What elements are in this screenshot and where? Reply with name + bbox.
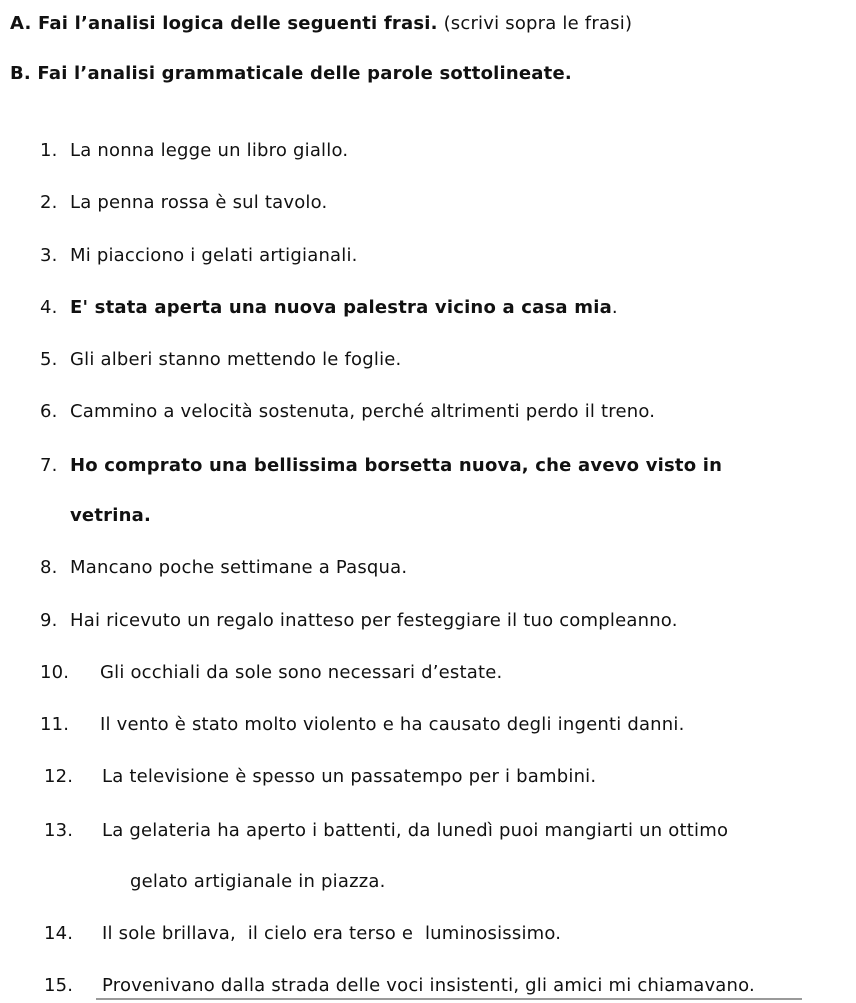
item-text: Gli occhiali da sole sono necessari d’estate. xyxy=(100,662,503,683)
item-text: Mancano poche settimane a Pasqua. xyxy=(70,557,408,578)
list-item xyxy=(40,245,358,267)
item-number: 3. xyxy=(40,245,58,266)
bottom-underline xyxy=(96,998,802,1000)
list-item xyxy=(40,401,655,423)
item-text: E' stata aperta una nuova palestra vicino a casa mia xyxy=(70,297,612,318)
list-item xyxy=(40,455,722,477)
item-text-continuation: gelato artigianale in piazza. xyxy=(130,871,386,892)
instruction-a-note: (scrivi sopra le frasi) xyxy=(443,13,633,34)
list-item xyxy=(44,820,728,842)
item-text: La nonna legge un libro giallo. xyxy=(70,140,349,161)
list-item xyxy=(44,766,596,788)
item-text: Hai ricevuto un regalo inatteso per festeggiare il tuo compleanno. xyxy=(70,610,678,631)
item-number: 4. xyxy=(40,297,58,318)
item-number: 2. xyxy=(40,192,58,213)
item-text: Il vento è stato molto violento e ha causato degli ingenti danni. xyxy=(100,714,685,735)
item-text: Cammino a velocità sostenuta, perché altrimenti perdo il treno. xyxy=(70,401,656,422)
item-text-continuation: vetrina. xyxy=(70,505,151,526)
list-item xyxy=(40,662,502,684)
item-text-suffix: . xyxy=(611,297,618,318)
item-text: Provenivano dalla strada delle voci insistenti, gli amici mi chiamavano. xyxy=(102,975,755,996)
instruction-b: B. Fai l’analisi grammaticale delle parole sottolineate. xyxy=(10,63,572,84)
item-text: Il sole brillava, il cielo era terso e luminosissimo. xyxy=(102,923,562,944)
item-number: 13. xyxy=(44,820,74,841)
item-number: 6. xyxy=(40,401,58,422)
item-text: La televisione è spesso un passatempo per i bambini. xyxy=(102,766,597,787)
item-number: 1. xyxy=(40,140,58,161)
list-item xyxy=(40,557,407,579)
list-item xyxy=(40,297,618,319)
item-number: 15. xyxy=(44,975,74,996)
item-number: 14. xyxy=(44,923,74,944)
item-number: 10. xyxy=(40,662,70,683)
list-item xyxy=(40,714,685,736)
instruction-a xyxy=(10,13,632,35)
item-text: La gelateria ha aperto i battenti, da lunedì puoi mangiarti un ottimo xyxy=(102,820,729,841)
item-number: 5. xyxy=(40,349,58,370)
list-item xyxy=(40,610,678,632)
item-text: Gli alberi stanno mettendo le foglie. xyxy=(70,349,402,370)
list-item xyxy=(40,349,401,371)
list-item xyxy=(44,923,561,945)
list-item xyxy=(40,192,327,214)
item-text: Mi piacciono i gelati artigianali. xyxy=(70,245,358,266)
instruction-a-title: A. Fai l’analisi logica delle seguenti frasi. xyxy=(10,13,438,34)
item-number: 12. xyxy=(44,766,74,787)
item-number: 11. xyxy=(40,714,70,735)
item-text: Ho comprato una bellissima borsetta nuova, che avevo visto in xyxy=(70,455,723,476)
item-number: 9. xyxy=(40,610,58,631)
item-text: La penna rossa è sul tavolo. xyxy=(70,192,328,213)
list-item xyxy=(44,975,755,997)
item-number: 8. xyxy=(40,557,58,578)
list-item xyxy=(40,140,348,162)
item-number: 7. xyxy=(40,455,58,476)
